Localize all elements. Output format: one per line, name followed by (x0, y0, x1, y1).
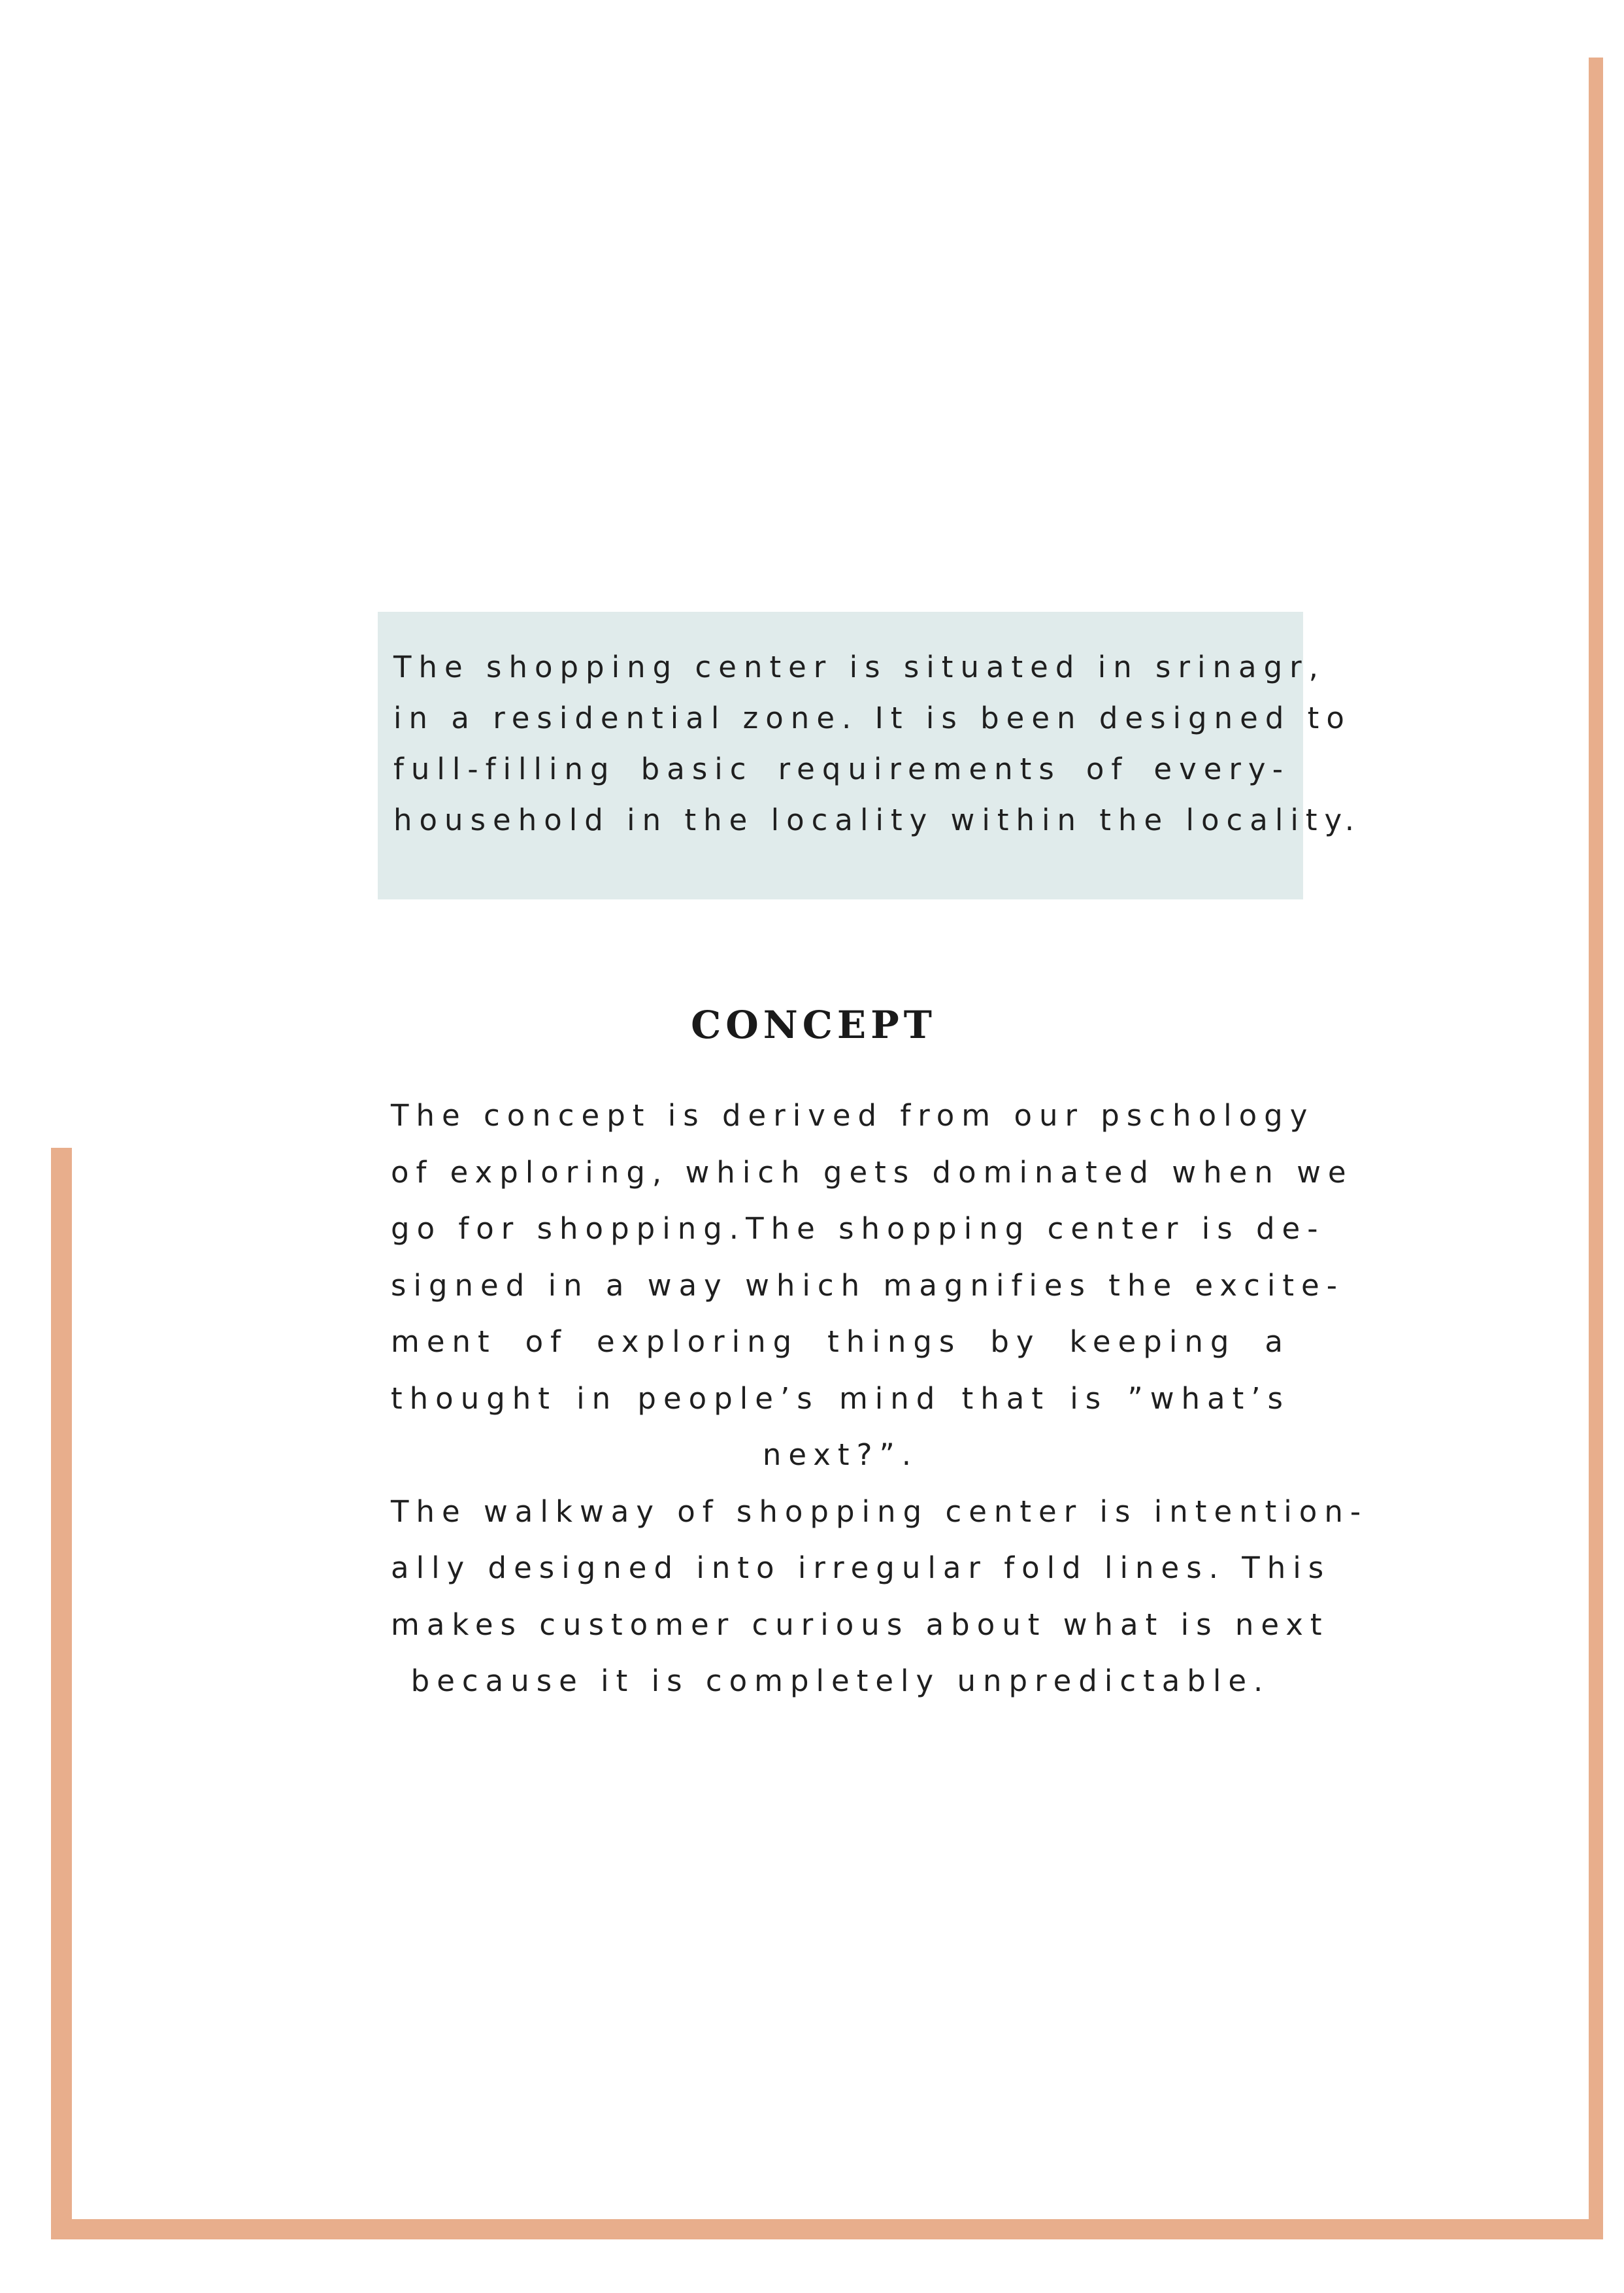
concept-line: go for shopping.The shopping center is de- (391, 1211, 1325, 1246)
concept-line: because it is completely unpredictable. (410, 1664, 1270, 1698)
concept-line: ment of exploring things by keeping a (391, 1324, 1290, 1359)
concept-line: makes customer curious about what is next (391, 1607, 1329, 1642)
concept-line: signed in a way which magnifies the excite- (391, 1267, 1344, 1303)
frame-left-bar (51, 1148, 72, 2239)
intro-line: The shopping center is situated in srinagr, (393, 650, 1325, 684)
intro-text-box (378, 612, 1362, 899)
concept-line: ally designed into irregular fold lines. This (391, 1550, 1331, 1585)
frame-right-bar (1589, 58, 1603, 2239)
concept-line: The walkway of shopping center is intention- (391, 1494, 1368, 1529)
intro-line: full-filling basic requirements of every- (393, 752, 1290, 786)
concept-line: thought in people’s mind that is ”what’s (391, 1381, 1290, 1416)
intro-line: household in the locality within the locality. (393, 803, 1362, 837)
concept-line: of exploring, which gets dominated when we (391, 1154, 1353, 1190)
intro-line: in a residential zone. It is been designed to (393, 701, 1351, 735)
concept-body (391, 1088, 1368, 1710)
concept-line: next?”. (762, 1437, 919, 1472)
concept-line: The concept is derived from our pschology (391, 1098, 1315, 1133)
frame-bottom-bar (51, 2219, 1603, 2239)
concept-heading: CONCEPT (691, 1003, 936, 1047)
